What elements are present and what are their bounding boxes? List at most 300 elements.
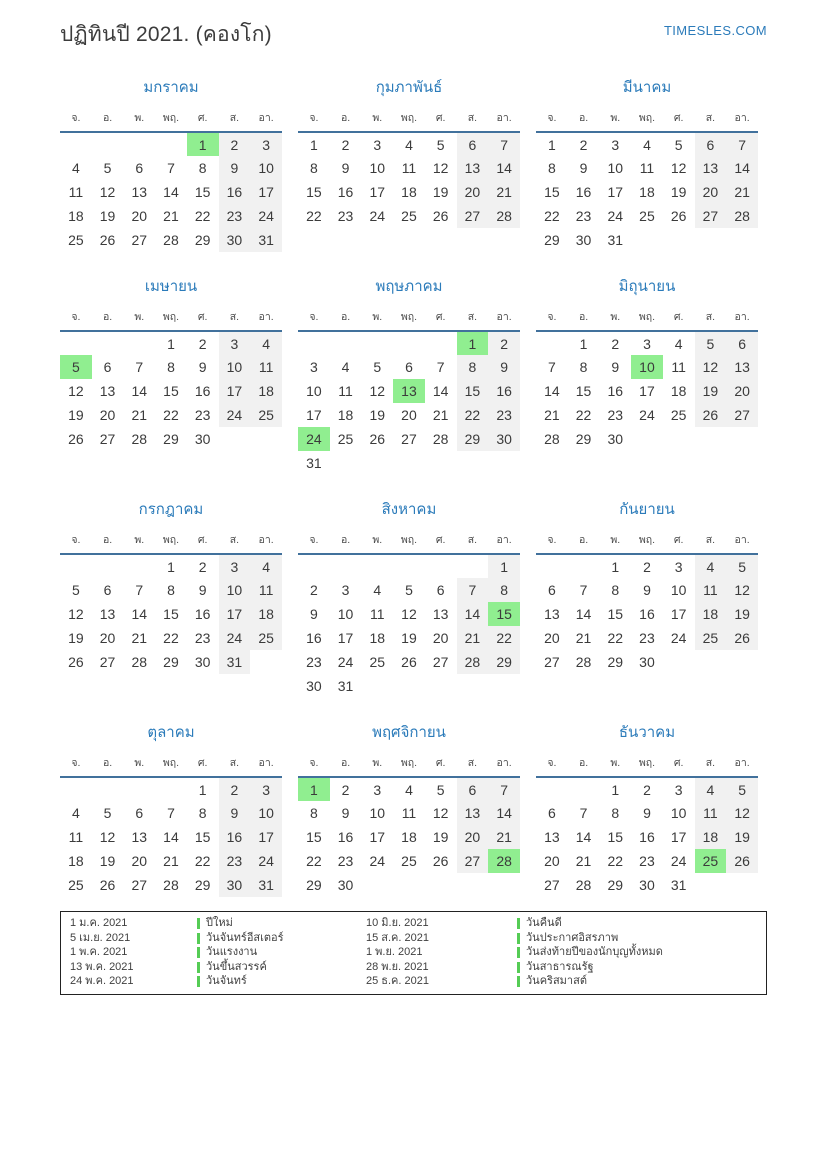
day-cell: 5 [405,582,413,598]
day-cell: 27 [99,654,116,670]
day-cell [568,777,600,801]
month-table [60,307,282,451]
day-cell: 22 [607,630,624,646]
day-cell: 19 [99,208,116,224]
day-cell: 4 [341,359,350,375]
day-cell [250,650,282,674]
weekday-header: จ. [60,108,92,132]
day-cell: 29 [457,427,489,451]
day-cell: 16 [306,630,322,646]
legend-entry [197,975,363,989]
day-cell: 11 [671,359,686,375]
months-grid [60,75,767,897]
weekday-header: พ. [123,753,155,777]
day-cell: 13 [131,184,148,200]
day-cell: 16 [337,184,354,200]
day-cell: 17 [337,630,354,646]
day-cell: 28 [544,431,560,447]
day-cell: 6 [695,132,727,156]
day-cell [536,554,568,578]
day-cell: 12 [99,829,116,845]
day-cell: 17 [219,602,251,626]
legend-holiday-name: วันสาธารณรัฐ [526,960,594,973]
legend-date: 15 ส.ค. 2021 [366,931,430,944]
weekday-header: อา. [726,530,758,554]
day-cell: 14 [575,606,592,622]
month-2 [298,75,520,252]
month-title: พฤศจิกายน [372,724,446,741]
day-cell: 19 [99,853,116,869]
day-cell: 8 [309,160,318,176]
day-cell: 6 [103,359,112,375]
weekday-header: พฤ. [631,753,663,777]
weekday-header: ศ. [425,307,457,331]
day-cell: 25 [68,877,84,893]
day-cell: 13 [544,829,560,845]
weekday-header: พฤ. [155,530,187,554]
day-cell [92,331,124,355]
legend-date: 24 พ.ค. 2021 [70,975,134,987]
day-cell: 30 [194,431,211,447]
day-cell: 4 [71,805,80,821]
day-cell: 23 [219,204,251,228]
day-cell: 21 [432,407,449,423]
day-cell: 11 [639,160,655,176]
day-cell [393,554,425,578]
day-cell: 24 [369,208,386,224]
day-cell: 22 [544,208,560,224]
holiday-day-cell: 13 [393,379,425,403]
holiday-day-cell: 15 [488,602,520,626]
day-cell: 29 [607,877,624,893]
day-cell: 2 [488,331,520,355]
weekday-header: พฤ. [155,307,187,331]
day-cell: 7 [135,582,144,598]
day-cell: 15 [607,829,624,845]
day-cell: 24 [639,407,655,423]
day-cell: 23 [194,630,211,646]
weekday-header: ศ. [425,753,457,777]
day-cell: 21 [131,407,148,423]
day-cell: 16 [639,606,655,622]
day-cell: 4 [250,331,282,355]
day-cell: 14 [131,606,148,622]
day-cell: 5 [373,359,382,375]
month-table [536,307,758,451]
day-cell [123,331,155,355]
day-cell: 31 [607,232,624,248]
day-cell: 28 [163,232,179,248]
day-cell: 16 [194,606,211,622]
day-cell: 14 [163,184,179,200]
day-cell [298,554,330,578]
day-cell: 16 [488,379,520,403]
day-cell [330,331,362,355]
day-cell: 12 [68,383,84,399]
weekday-header: ศ. [425,108,457,132]
day-cell [425,331,457,355]
day-cell: 7 [436,359,445,375]
day-cell: 28 [131,431,148,447]
legend-marker-icon [517,933,520,944]
day-cell: 16 [607,383,624,399]
day-cell: 8 [611,582,620,598]
weekday-header: อา. [488,530,520,554]
month-table [536,530,758,674]
weekday-header: ส. [457,108,489,132]
day-cell: 12 [726,578,758,602]
day-cell: 22 [194,853,211,869]
day-cell: 18 [401,829,417,845]
day-cell [330,451,362,475]
weekday-header: ศ. [187,530,219,554]
weekday-header: อ. [330,753,362,777]
day-cell: 19 [68,630,84,646]
day-cell: 8 [167,359,175,375]
site-link[interactable]: TIMESLES.COM [663,23,767,38]
day-cell: 17 [369,829,386,845]
weekday-header: พฤ. [631,307,663,331]
weekday-header: อา. [250,530,282,554]
weekday-header: พฤ. [393,108,425,132]
day-cell: 11 [369,606,385,622]
day-cell [250,427,282,451]
day-cell: 22 [488,626,520,650]
day-cell: 5 [695,331,727,355]
day-cell: 11 [401,160,417,176]
day-cell [298,331,330,355]
day-cell: 9 [309,606,318,622]
day-cell [60,777,92,801]
weekday-header: พ. [123,108,155,132]
day-cell: 2 [611,335,620,352]
day-cell: 25 [250,626,282,650]
day-cell: 13 [695,156,727,180]
day-cell [361,674,393,698]
day-cell: 10 [219,578,251,602]
day-cell: 2 [219,777,251,801]
day-cell: 21 [488,825,520,849]
day-cell: 8 [198,805,207,821]
day-cell: 30 [639,877,655,893]
day-cell: 6 [547,582,556,598]
day-cell: 7 [547,359,556,375]
legend-date: 1 พ.ย. 2021 [366,946,423,958]
day-cell: 7 [457,578,489,602]
day-cell: 4 [695,554,727,578]
day-cell: 29 [544,232,560,248]
day-cell: 17 [639,383,655,399]
legend-marker-icon [197,947,200,958]
day-cell: 2 [643,781,651,798]
day-cell [457,873,489,897]
day-cell: 25 [401,853,417,869]
day-cell: 1 [309,136,318,153]
day-cell: 24 [337,654,354,670]
day-cell: 26 [68,654,84,670]
day-cell: 25 [639,208,655,224]
day-cell: 17 [250,180,282,204]
month-1 [60,75,282,252]
day-cell: 28 [163,877,179,893]
weekday-header: ส. [695,530,727,554]
day-cell: 28 [488,204,520,228]
day-cell: 15 [575,383,592,399]
day-cell: 13 [99,383,116,399]
day-cell: 12 [695,355,727,379]
day-cell: 26 [99,232,116,248]
day-cell: 6 [405,359,413,375]
day-cell [60,132,92,156]
legend-holiday-name: วันส่งท้ายปีของนักบุญทั้งหมด [526,946,663,958]
month-12 [536,720,758,897]
day-cell: 15 [163,606,179,622]
legend-holiday-name: วันประกาศอิสรภาพ [526,931,619,944]
month-table [298,530,520,698]
day-cell: 27 [695,204,727,228]
day-cell: 11 [68,829,84,845]
day-cell: 14 [726,156,758,180]
holiday-day-cell: 1 [457,331,489,355]
day-cell [457,451,489,475]
day-cell: 24 [219,626,251,650]
legend-date: 1 พ.ค. 2021 [70,946,128,958]
day-cell: 26 [695,403,727,427]
day-cell [393,331,425,355]
month-9 [536,497,758,698]
day-cell: 4 [674,335,683,352]
day-cell: 20 [99,630,116,646]
day-cell: 26 [726,626,758,650]
weekday-header: ศ. [663,108,695,132]
weekday-header: อา. [250,108,282,132]
month-table [60,108,282,252]
legend-entry [197,961,363,975]
day-cell: 3 [674,781,683,798]
day-cell: 20 [695,180,727,204]
month-title: กันยายน [619,501,675,518]
weekday-header: อา. [488,108,520,132]
legend-date: 5 เม.ย. 2021 [70,931,131,944]
weekday-header: อา. [488,753,520,777]
weekday-header: อา. [726,307,758,331]
day-cell: 11 [338,383,353,399]
day-cell [123,554,155,578]
legend-holiday-name: ปีใหม่ [206,917,233,929]
day-cell [726,873,758,897]
day-cell: 16 [575,184,592,200]
day-cell: 17 [607,184,624,200]
day-cell: 27 [401,431,417,447]
day-cell: 19 [401,630,417,646]
day-cell: 30 [607,431,624,447]
month-title: ธันวาคม [618,724,676,741]
month-4 [60,274,282,475]
month-title: กุมภาพันธ์ [375,79,443,96]
day-cell: 12 [726,801,758,825]
day-cell: 29 [306,877,322,893]
holiday-day-cell: 28 [488,849,520,873]
day-cell: 9 [219,156,251,180]
month-title: สิงหาคม [381,501,437,518]
day-cell: 13 [131,829,148,845]
day-cell [568,554,600,578]
day-cell: 7 [488,777,520,801]
day-cell: 16 [219,825,251,849]
day-cell: 13 [432,606,449,622]
legend-entry [197,932,363,946]
day-cell: 7 [167,805,175,821]
day-cell: 8 [611,805,620,821]
weekday-header: ส. [695,307,727,331]
day-cell: 6 [103,582,112,598]
day-cell: 31 [306,455,322,471]
day-cell: 4 [71,160,80,176]
weekday-header: ส. [695,108,727,132]
weekday-header: พฤ. [631,530,663,554]
day-cell: 25 [68,232,84,248]
weekday-header: อา. [726,753,758,777]
day-cell: 25 [250,403,282,427]
day-cell: 29 [163,431,179,447]
day-cell: 31 [219,650,251,674]
legend-marker-icon [197,976,200,987]
weekday-header: พ. [361,753,393,777]
day-cell [425,451,457,475]
weekday-header: พฤ. [393,753,425,777]
day-cell: 21 [575,630,592,646]
day-cell: 3 [219,554,251,578]
page-header [60,18,767,51]
day-cell [361,554,393,578]
weekday-header: พ. [599,530,631,554]
day-cell [457,554,489,578]
month-11 [298,720,520,897]
day-cell: 17 [670,606,687,622]
day-cell: 12 [401,606,417,622]
day-cell: 25 [401,208,417,224]
weekday-header: พ. [599,753,631,777]
day-cell: 10 [219,355,251,379]
month-table [60,753,282,897]
legend-entry [517,917,760,931]
weekday-header: อา. [250,753,282,777]
day-cell: 23 [337,208,354,224]
weekday-header: ส. [695,753,727,777]
legend-marker-icon [517,976,520,987]
day-cell: 4 [695,777,727,801]
day-cell: 11 [401,805,417,821]
day-cell [123,132,155,156]
day-cell: 1 [547,136,556,153]
month-table [298,108,520,228]
day-cell: 21 [457,626,489,650]
day-cell: 12 [68,606,84,622]
day-cell: 27 [544,877,560,893]
legend-holiday-name: วันคริสมาสต์ [526,975,587,987]
day-cell: 3 [309,359,318,375]
day-cell: 3 [250,132,282,156]
weekday-header: อ. [92,530,124,554]
weekday-header: พ. [361,108,393,132]
legend-marker-icon [517,918,520,929]
day-cell: 20 [726,379,758,403]
weekday-header: อ. [330,307,362,331]
day-cell: 12 [369,383,386,399]
day-cell: 12 [432,160,449,176]
legend-entry [517,961,760,975]
day-cell: 25 [670,407,687,423]
day-cell [695,650,727,674]
legend-date: 1 ม.ค. 2021 [70,917,128,929]
day-cell: 5 [436,781,445,798]
day-cell [663,228,695,252]
day-cell: 23 [337,853,354,869]
day-cell [536,331,568,355]
day-cell: 3 [373,136,382,153]
day-cell: 29 [163,654,179,670]
day-cell: 31 [670,877,687,893]
day-cell: 17 [369,184,386,200]
day-cell: 22 [306,853,322,869]
day-cell: 19 [695,379,727,403]
weekday-header: ส. [457,753,489,777]
month-8 [298,497,520,698]
day-cell: 18 [68,208,84,224]
day-cell: 18 [337,407,354,423]
weekday-header: อา. [726,108,758,132]
day-cell: 30 [194,654,211,670]
day-cell: 29 [575,431,592,447]
day-cell: 21 [544,407,560,423]
day-cell: 12 [99,184,116,200]
weekday-header: ส. [219,753,251,777]
day-cell: 20 [401,407,417,423]
weekday-header: อ. [92,108,124,132]
month-6 [536,274,758,475]
day-cell [488,873,520,897]
day-cell: 28 [575,877,592,893]
day-cell: 24 [670,630,687,646]
day-cell: 9 [611,359,620,375]
day-cell: 2 [579,136,588,153]
day-cell: 17 [219,379,251,403]
day-cell [425,873,457,897]
weekday-header: ศ. [187,753,219,777]
day-cell: 23 [488,403,520,427]
day-cell: 4 [405,136,413,153]
day-cell [92,554,124,578]
day-cell [92,132,124,156]
weekday-header: ศ. [663,530,695,554]
day-cell: 9 [643,805,651,821]
day-cell: 29 [488,650,520,674]
day-cell: 21 [131,630,148,646]
day-cell: 5 [674,136,683,153]
day-cell: 28 [432,431,449,447]
day-cell: 1 [611,558,620,575]
legend-marker-icon [517,962,520,973]
day-cell: 14 [575,829,592,845]
day-cell: 5 [726,554,758,578]
day-cell: 22 [194,208,211,224]
month-table [298,753,520,897]
day-cell [393,674,425,698]
weekday-header: พ. [361,530,393,554]
day-cell: 18 [401,184,417,200]
day-cell: 20 [99,407,116,423]
weekday-header: พฤ. [393,307,425,331]
